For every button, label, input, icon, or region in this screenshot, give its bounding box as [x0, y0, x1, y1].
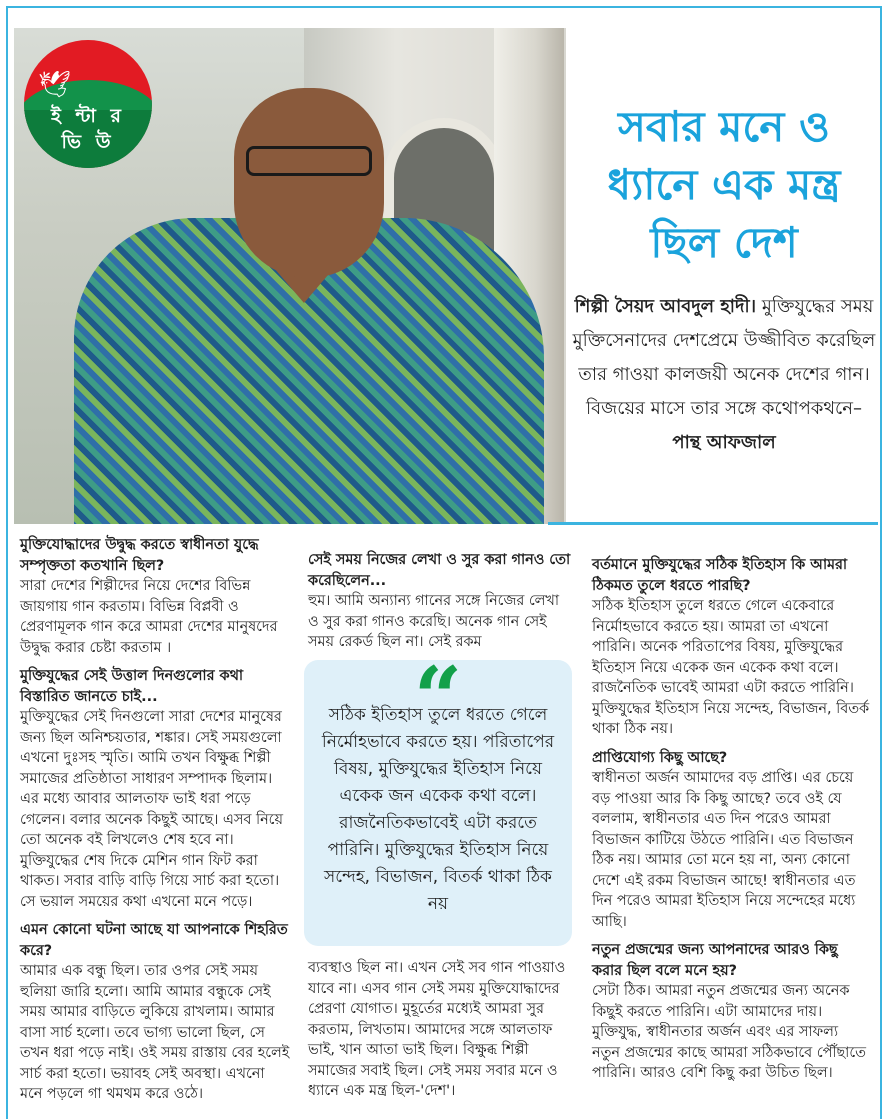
pull-quote-text: সঠিক ইতিহাস তুলে ধরতে গেলে নির্মোহভাবে করতে হয়। পরিতাপের বিষয়, মুক্তিযুদ্ধের ইতিহাস নিয়ে একেক জন একেক কথা বলে। রাজনৈতিকভাবেই এটা করতে পারিনি। মুক্তিযুদ্ধের ইতিহাস নিয়ে সন্দেহ, বিভাজন, বিতর্ক থাকা ঠিক নয়: [321, 705, 555, 914]
photo-head: [234, 88, 384, 278]
photo-glasses: [246, 146, 372, 176]
answer: সারা দেশের শিল্পীদের নিয়ে দেশের বিভিন্ন জায়গায় গান করতাম। বিভিন্ন বিপ্লবী ও প্রেরণামূলক গান করে আমরা দেশের মানুষদের উদ্বুদ্ধ করার চেষ্টা করতাম ।: [20, 578, 278, 656]
quote-mark-icon: “: [413, 648, 463, 747]
answer: সেটা ঠিক। আমরা নতুন প্রজন্মের জন্য অনেক কিছুই করতে পারিনি। এটা আমাদের দায়। মুক্তিযুদ্ধ, স্বাধীনতার অর্জন এবং এর সাফল্য নতুন প্রজন্মের কাছে আমরা সঠিকভাবে পৌঁছাতে পারিনি। আরও বেশি কিছু করা উচিত ছিল।: [592, 983, 866, 1081]
question: সেই সময় নিজের লেখা ও সুর করা গানও তো করেছিলেন...: [308, 552, 571, 589]
dove-icon: 🕊: [38, 70, 72, 100]
column-2-top: [308, 550, 572, 653]
question: বর্তমানে মুক্তিযুদ্ধের সঠিক ইতিহাস কি আমরা ঠিকমত তুলে ধরতে পারছি?: [592, 557, 848, 594]
answer: সঠিক ইতিহাস তুলে ধরতে গেলে একেবারে নির্মোহভাবে করতে হয়। আমরা তা এখনো পারিনি। অনেক পরিতাপের বিষয়, মুক্তিযুদ্ধের ইতিহাস নিয়ে একেক জন একেক কথা বলে। রাজনৈতিক ভাবেই আমরা এটা করতে পারিনি। মুক্তিযুদ্ধের ইতিহাস নিয়ে সন্দেহ, বিভাজন, বিতর্ক থাকা ঠিক নয়।: [592, 598, 870, 737]
answer: মুক্তিযুদ্ধের সেই দিনগুলো সারা দেশের মানুষের জন্য ছিল অনিশ্চয়তার, শঙ্কার। সেই সময়গুলো এখনো দুঃসহ স্মৃতি। আমি তখন বিক্ষুব্ধ শিল্পী সমাজের প্রতিষ্ঠাতা সাধারণ সম্পাদক ছিলাম। এর মধ্যে আবার আলতাফ ভাই ধরা পড়ে গেলেন। বলার অনেক কিছুই আছে। এসব নিয়ে তো অনেক বই লিখলেও শেষ হবে না। মুক্তিযুদ্ধের শেষ দিকে মেশিন গান ফিট করা থাকত। সবার বাড়ি বাড়ি গিয়ে সার্চ করা হতো। সে ভয়াল সময়ের কথা এখনো মনে পড়ে।: [20, 709, 283, 910]
column-1: [20, 535, 290, 1105]
answer: স্বাধীনতা অর্জন আমাদের বড় প্রাপ্তি। এর চেয়ে বড় পাওয়া আর কি কিছু আছে? তবে ওই যে বললাম, স্বাধীনতার এত দিন পরেও আমরা বিভাজন কাটিয়ে উঠতে পারিনি। এত বিভাজন ঠিক নয়। আমার তো মনে হয় না, অন্য কোনো দেশে এই রকম বিভাজন আছে! স্বাধীনতার এত দিন পরেও আমরা ইতিহাস নিয়ে সন্দেহের মধ্যে আছি।: [592, 770, 856, 930]
question: প্রাপ্তিযোগ্য কিছু আছে?: [592, 749, 728, 766]
answer: ব্যবস্থাও ছিল না। এখন সেই সব গান পাওয়াও যাবে না। এসব গান সেই সময় মুক্তিযোদ্ধাদের প্রেরণা যোগাত। মুহূর্তের মধ্যেই আমরা সুর করতাম, লিখতাম। আমাদের সঙ্গে আলতাফ ভাই, খান আতা ভাই ছিল। বিক্ষুব্ধ শিল্পী সমাজের সবাই ছিল। সেই সময় সবার মনে ও ধ্যানে এক মন্ত্র ছিল-'দেশ'।: [308, 960, 566, 1099]
badge-label-line2: ভি উ: [61, 131, 115, 153]
question: নতুন প্রজন্মের জন্য আপনাদের আরও কিছু করার ছিল বলে মনে হয়?: [592, 942, 838, 979]
headline: সবার মনে ও ধ্যানে এক মন্ত্র ছিল দেশ: [607, 102, 841, 267]
pull-quote: [304, 648, 572, 946]
question: মুক্তিযুদ্ধের সেই উত্তাল দিনগুলোর কথা বিস্তারিত জানতে চাই...: [20, 668, 244, 705]
section-divider: [548, 522, 878, 525]
column-3: [592, 555, 870, 1084]
intro-block: [566, 290, 882, 460]
answer: আমার এক বন্ধু ছিল। তার ওপর সেই সময় হুলিয়া জারি হলো। আমি আমার বন্ধুকে সেই সময় আমার বাড়িতে লুকিয়ে রাখলাম। আমার বাসা সার্চ হলো। তবে ভাগ্য ভালো ছিল, সে তখন ধরা পড়ে নাই। ওই সময় রাস্তায় বের হলেই সার্চ করা হতো। ভয়াবহ সেই অবস্থা। এখনো মনে পড়লে গা থমথম করে ওঠে।: [20, 963, 290, 1102]
question: এমন কোনো ঘটনা আছে যা আপনাকে শিহরিত করে?: [20, 922, 288, 959]
intro-lead-name: শিল্পী সৈয়দ আবদুল হাদী।: [574, 296, 757, 317]
intro-body: মুক্তিযুদ্ধের সময় মুক্তিসেনাদের দেশপ্রেমে উজ্জীবিত করেছিল তার গাওয়া কালজয়ী অনেক দেশের গান। বিজয়ের মাসে তার সঙ্গে কথোপকথনে–: [572, 296, 876, 419]
answer: হুম। আমি অন্যান্য গানের সঙ্গে নিজের লেখা ও সুর করা গানও করেছি। অনেক গান সেই সময় রেকর্ড ছিল না। সেই রকম: [308, 593, 560, 650]
interview-badge-logo: [24, 40, 152, 168]
badge-label-line1: ই ন্টা র: [50, 105, 126, 127]
question: মুক্তিযোদ্ধাদের উদ্বুদ্ধ করতে স্বাধীনতা যুদ্ধে সম্পৃক্ততা কতখানি ছিল?: [20, 537, 259, 574]
column-2-bottom: [308, 958, 572, 1102]
author-byline: পান্থ আফজাল: [672, 432, 776, 453]
